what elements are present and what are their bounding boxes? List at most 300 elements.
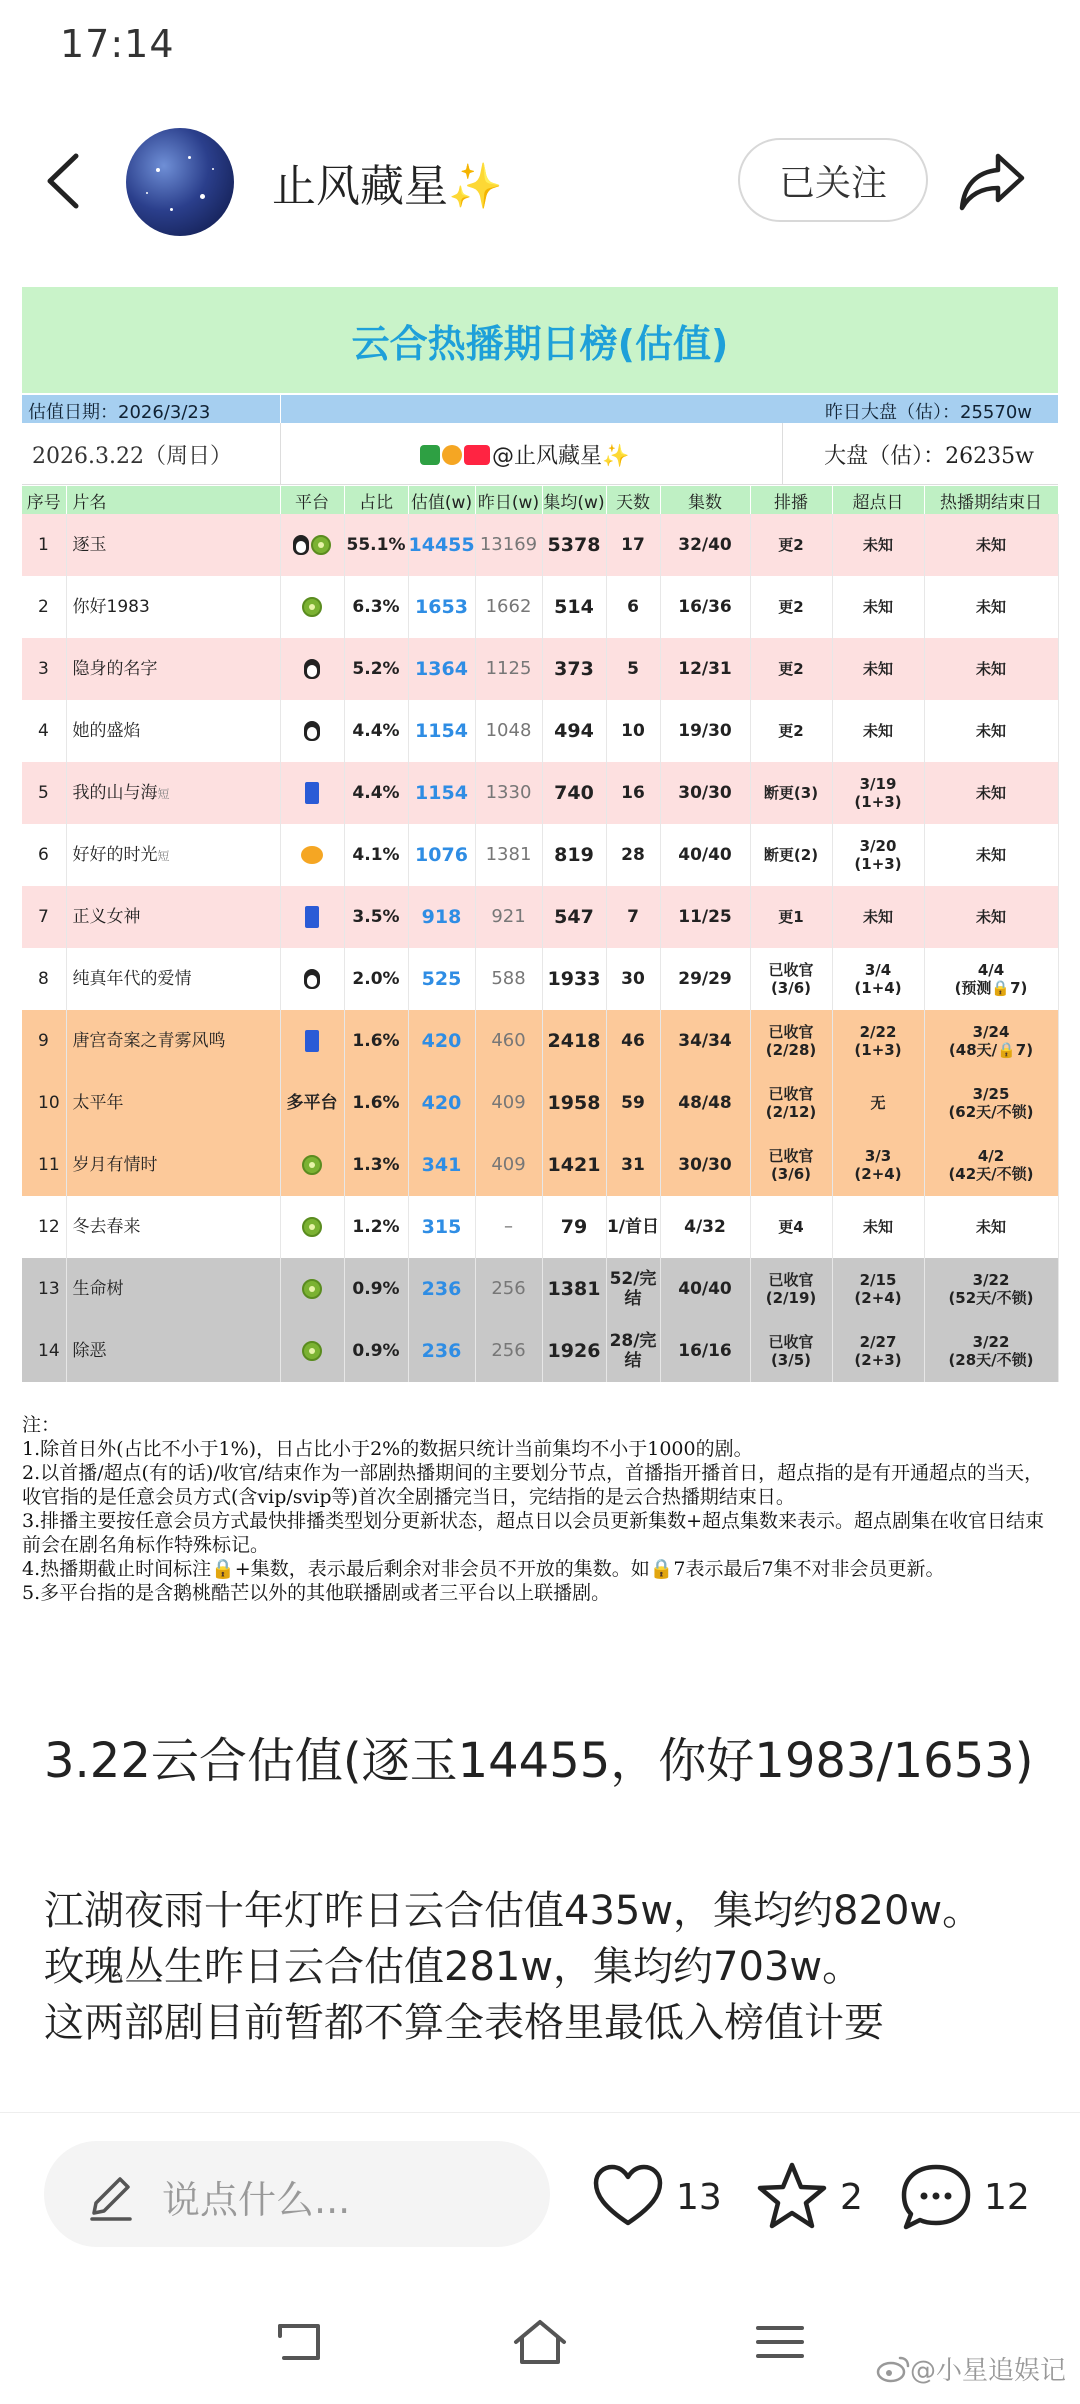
cell-eps: 40/40: [660, 1258, 750, 1320]
cell-sched: [750, 1010, 832, 1072]
cell-sched: [750, 1134, 832, 1196]
cell-peak: 未知: [832, 886, 924, 948]
cell-end: 未知: [924, 700, 1058, 762]
cell-yest: 921: [475, 886, 542, 948]
table-row: [22, 1258, 1058, 1320]
cell-end: 未知: [924, 824, 1058, 886]
weibo-icon: [442, 445, 462, 465]
cell-avg: 1926: [542, 1320, 606, 1382]
cell-sched: 更4: [750, 1196, 832, 1258]
cell-end: 未知: [924, 576, 1058, 638]
end-line: (62天/不锁): [948, 1103, 1034, 1121]
peak-line: (1+3): [854, 793, 902, 811]
like-button[interactable]: [590, 2157, 722, 2237]
kiwi-icon: [302, 1217, 322, 1237]
table-row: [22, 638, 1058, 700]
cell-peak: 未知: [832, 1196, 924, 1258]
table-header-row: [22, 486, 1058, 514]
weibo-logo-icon: [876, 2355, 910, 2383]
show-name: 你好1983: [72, 596, 150, 617]
cell-share: 55.1%: [344, 514, 408, 576]
watermark: [876, 2350, 1066, 2387]
end-line: (52天/不锁): [948, 1289, 1034, 1307]
cell-eps: 30/30: [660, 1134, 750, 1196]
cell-est: 1076: [408, 824, 475, 886]
show-name: 隐身的名字: [72, 658, 158, 679]
cell-name: [66, 700, 280, 762]
table-row: [22, 1134, 1058, 1196]
bar-icon: [305, 1030, 319, 1052]
show-name: 唐宫奇案之青雾风鸣: [72, 1030, 226, 1051]
menu-nav-icon[interactable]: [748, 2314, 812, 2370]
cell-yest: 1662: [475, 576, 542, 638]
cell-eps: 29/29: [660, 948, 750, 1010]
cell-share: 0.9%: [344, 1258, 408, 1320]
column-header: 集均(w): [542, 486, 606, 514]
cell-days: 28/完结: [606, 1320, 660, 1382]
comment-bar: [0, 2112, 1080, 2272]
table-row: [22, 700, 1058, 762]
end-line: 4/4: [977, 961, 1005, 979]
table-row: [22, 514, 1058, 576]
end-line: (48天/🔒7): [948, 1041, 1034, 1059]
heart-icon: [590, 2159, 666, 2235]
cell-rank: 9: [22, 1010, 66, 1072]
peak-line: 2/27: [859, 1333, 897, 1351]
cell-share: 4.1%: [344, 824, 408, 886]
cell-peak: [832, 1320, 924, 1382]
cell-avg: 514: [542, 576, 606, 638]
cell-platform: [280, 576, 344, 638]
cell-avg: 1933: [542, 948, 606, 1010]
status-time: 17:14: [60, 22, 175, 66]
cell-yest: 1330: [475, 762, 542, 824]
cell-eps: 34/34: [660, 1010, 750, 1072]
cell-eps: 32/40: [660, 514, 750, 576]
bar-icon: [305, 782, 319, 804]
cell-days: 16: [606, 762, 660, 824]
cell-yest: 1048: [475, 700, 542, 762]
cell-days: 17: [606, 514, 660, 576]
cell-end: [924, 1010, 1058, 1072]
show-name: 太平年: [72, 1092, 124, 1113]
cell-name: [66, 514, 280, 576]
end-line: 3/24: [972, 1023, 1010, 1041]
cell-rank: 8: [22, 948, 66, 1010]
cell-peak: 未知: [832, 576, 924, 638]
cell-rank: 7: [22, 886, 66, 948]
column-header: 天数: [606, 486, 660, 514]
cell-share: 1.6%: [344, 1010, 408, 1072]
sched-line: 已收官: [768, 961, 814, 979]
kiwi-icon: [302, 597, 322, 617]
cell-eps: 16/16: [660, 1320, 750, 1382]
table-row: [22, 886, 1058, 948]
mango-icon: [301, 846, 323, 864]
cell-platform: [280, 700, 344, 762]
cell-days: 31: [606, 1134, 660, 1196]
sched-line: (3/5): [770, 1351, 812, 1369]
column-header: 序号: [22, 486, 66, 514]
column-header: 平台: [280, 486, 344, 514]
cell-sched: 断更(2): [750, 824, 832, 886]
cell-eps: 11/25: [660, 886, 750, 948]
cell-avg: 819: [542, 824, 606, 886]
cell-name: [66, 948, 280, 1010]
end-line: (预测🔒7): [954, 979, 1028, 997]
kiwi-icon: [302, 1155, 322, 1175]
cell-avg: 79: [542, 1196, 606, 1258]
table-row: [22, 1196, 1058, 1258]
column-header: 热播期结束日: [924, 486, 1058, 514]
sched-line: 已收官: [768, 1023, 814, 1041]
show-name: 纯真年代的爱情: [72, 968, 192, 989]
douban-icon: [420, 445, 440, 465]
watermark-text: @小星追娱记: [909, 2356, 1066, 2386]
table-row: [22, 1320, 1058, 1382]
cell-yest: 1125: [475, 638, 542, 700]
cell-end: 未知: [924, 514, 1058, 576]
cell-yest: –: [475, 1196, 542, 1258]
kiwi-icon: [302, 1279, 322, 1299]
cell-est: 315: [408, 1196, 475, 1258]
note-line: 注：: [22, 1414, 61, 1436]
cell-days: 59: [606, 1072, 660, 1134]
cell-eps: 19/30: [660, 700, 750, 762]
cell-eps: 12/31: [660, 638, 750, 700]
cell-peak: 未知: [832, 638, 924, 700]
cell-end: 未知: [924, 762, 1058, 824]
cell-yest: 409: [475, 1134, 542, 1196]
comment-input[interactable]: [44, 2141, 550, 2247]
cell-sched: [750, 1320, 832, 1382]
sched-line: (3/6): [770, 1165, 812, 1183]
cell-sched: [750, 1258, 832, 1320]
sched-line: (2/19): [765, 1289, 817, 1307]
cell-rank: 13: [22, 1258, 66, 1320]
cell-platform: [280, 514, 344, 576]
share-button[interactable]: [956, 148, 1028, 214]
show-name: 岁月有情时: [72, 1154, 158, 1175]
cell-end: 未知: [924, 1196, 1058, 1258]
cell-est: 1154: [408, 700, 475, 762]
cell-avg: 1958: [542, 1072, 606, 1134]
column-header: 片名: [66, 486, 280, 514]
cell-rank: 12: [22, 1196, 66, 1258]
cell-share: 1.3%: [344, 1134, 408, 1196]
cell-share: 1.2%: [344, 1196, 408, 1258]
cell-peak: [832, 762, 924, 824]
ranking-image[interactable]: [20, 283, 1060, 1638]
cell-days: 10: [606, 700, 660, 762]
cell-avg: 1381: [542, 1258, 606, 1320]
status-bar: [0, 0, 1080, 96]
system-nav-bar: [0, 2290, 1080, 2404]
show-name: 她的盛焰: [72, 720, 141, 741]
like-count: 13: [676, 2176, 722, 2218]
sched-line: 已收官: [768, 1147, 814, 1165]
table-row: [22, 1010, 1058, 1072]
comment-placeholder: 说点什么...: [162, 2178, 351, 2222]
penguin-icon: [304, 969, 320, 989]
cell-end: [924, 1134, 1058, 1196]
peak-line: 3/3: [864, 1147, 892, 1165]
cell-share: 2.0%: [344, 948, 408, 1010]
cell-peak: 未知: [832, 700, 924, 762]
cell-name: [66, 886, 280, 948]
show-name: 逐玉: [72, 534, 107, 555]
short-badge: 短: [157, 786, 170, 801]
cell-share: 6.3%: [344, 576, 408, 638]
cell-peak: 无: [832, 1072, 924, 1134]
cell-sched: 断更(3): [750, 762, 832, 824]
show-name: 冬去春来: [72, 1216, 141, 1237]
end-line: 3/22: [972, 1333, 1010, 1351]
favorite-button[interactable]: [754, 2157, 863, 2237]
cell-yest: 409: [475, 1072, 542, 1134]
cell-peak: [832, 948, 924, 1010]
follow-button[interactable]: 已关注: [738, 138, 928, 222]
comment-button[interactable]: [898, 2157, 1030, 2237]
cell-end: [924, 1258, 1058, 1320]
cell-est: 341: [408, 1134, 475, 1196]
cell-end: 未知: [924, 886, 1058, 948]
end-line: 4/2: [977, 1147, 1005, 1165]
table-info-row: [22, 423, 1058, 485]
cell-yest: 1381: [475, 824, 542, 886]
cell-sched: [750, 948, 832, 1010]
cell-name: [66, 1010, 280, 1072]
cell-sched: 更1: [750, 886, 832, 948]
ranking-table: [22, 486, 1059, 1382]
table-row: [22, 824, 1058, 886]
home-nav-icon[interactable]: [508, 2314, 572, 2370]
cell-yest: 256: [475, 1320, 542, 1382]
cell-name: [66, 824, 280, 886]
author-tag: [420, 439, 629, 470]
show-name: 好好的时光: [72, 844, 158, 865]
column-header: 昨日(w): [475, 486, 542, 514]
post-body-line: 这两部剧目前暂都不算全表格里最低入榜值计要: [44, 2000, 884, 2046]
cell-name: [66, 1258, 280, 1320]
cell-days: 5: [606, 638, 660, 700]
show-name: 我的山与海: [72, 782, 158, 803]
cell-days: 7: [606, 886, 660, 948]
cell-peak: [832, 1010, 924, 1072]
back-button[interactable]: [36, 146, 96, 216]
cell-platform: [280, 638, 344, 700]
cell-share: 3.5%: [344, 886, 408, 948]
cell-est: 918: [408, 886, 475, 948]
cell-avg: 547: [542, 886, 606, 948]
cell-rank: 14: [22, 1320, 66, 1382]
cell-est: 1154: [408, 762, 475, 824]
xhs-icon: [464, 445, 490, 465]
cell-rank: 2: [22, 576, 66, 638]
pencil-icon: [84, 2169, 138, 2223]
cell-est: 1364: [408, 638, 475, 700]
star-icon: [754, 2159, 830, 2235]
sched-line: (3/6): [770, 979, 812, 997]
cell-avg: 5378: [542, 514, 606, 576]
cell-avg: 1421: [542, 1134, 606, 1196]
total-estimate: 大盘（估）：26235w: [824, 444, 1034, 469]
sched-line: 已收官: [768, 1271, 814, 1289]
cell-eps: 4/32: [660, 1196, 750, 1258]
cell-eps: 16/36: [660, 576, 750, 638]
cell-rank: 3: [22, 638, 66, 700]
cell-avg: 373: [542, 638, 606, 700]
table-row: [22, 576, 1058, 638]
cell-sched: 更2: [750, 514, 832, 576]
sched-line: 已收官: [768, 1085, 814, 1103]
table-row: [22, 948, 1058, 1010]
cell-eps: 30/30: [660, 762, 750, 824]
cell-yest: 460: [475, 1010, 542, 1072]
note-line: 5.多平台指的是含鹅桃酷芒以外的其他联播剧或者三平台以上联播剧。: [22, 1582, 611, 1604]
user-name[interactable]: 止风藏星✨: [272, 161, 503, 212]
post-body-line: 玫瑰丛生昨日云合估值281w，集均约703w。: [44, 1944, 863, 1990]
cell-days: 28: [606, 824, 660, 886]
peak-line: 2/22: [859, 1023, 897, 1041]
note-line: 3.排播主要按任意会员方式最快排播类型划分更新状态，超点日以会员更新集数+超点集数来表示。超点剧集在收官日结束前会在剧名角标作特殊标记。: [22, 1510, 1045, 1556]
cell-rank: 10: [22, 1072, 66, 1134]
sched-line: (2/28): [765, 1041, 817, 1059]
cell-days: 52/完结: [606, 1258, 660, 1320]
cell-est: 236: [408, 1258, 475, 1320]
show-name: 除恶: [72, 1340, 107, 1361]
cell-sched: [750, 1072, 832, 1134]
cell-rank: 11: [22, 1134, 66, 1196]
cell-name: [66, 576, 280, 638]
penguin-icon: [293, 535, 309, 555]
post-body-line: 江湖夜雨十年灯昨日云合估值435w，集均约820w。: [44, 1888, 983, 1934]
cell-days: 30: [606, 948, 660, 1010]
cell-rank: 4: [22, 700, 66, 762]
cell-end: [924, 1320, 1058, 1382]
cell-platform: [280, 824, 344, 886]
penguin-icon: [304, 659, 320, 679]
cell-days: 6: [606, 576, 660, 638]
cell-yest: 256: [475, 1258, 542, 1320]
column-header: 超点日: [832, 486, 924, 514]
cell-avg: 494: [542, 700, 606, 762]
cell-share: 4.4%: [344, 700, 408, 762]
bar-icon: [305, 906, 319, 928]
peak-line: (2+4): [854, 1165, 902, 1183]
short-badge: 短: [157, 848, 170, 863]
table-date-bar: [22, 395, 1058, 423]
cell-share: 4.4%: [344, 762, 408, 824]
cell-est: 1653: [408, 576, 475, 638]
cell-end: [924, 948, 1058, 1010]
cell-rank: 5: [22, 762, 66, 824]
column-header: 估值(w): [408, 486, 475, 514]
chat-bubble-icon: [898, 2159, 974, 2235]
cell-name: [66, 1196, 280, 1258]
cell-peak: 未知: [832, 514, 924, 576]
share-icon: [956, 148, 1028, 214]
cell-yest: 588: [475, 948, 542, 1010]
note-line: 1.除首日外(占比不小于1%)，日占比小于2%的数据只统计当前集均不小于1000的剧。: [22, 1438, 753, 1460]
column-header: 占比: [344, 486, 408, 514]
cell-sched: 更2: [750, 576, 832, 638]
sched-line: 已收官: [768, 1333, 814, 1351]
cell-share: 5.2%: [344, 638, 408, 700]
avatar[interactable]: [126, 128, 234, 236]
data-date: 2026.3.22（周日）: [32, 444, 232, 469]
table-row: [22, 1072, 1058, 1134]
peak-line: (1+4): [854, 979, 902, 997]
peak-line: 3/20: [859, 837, 897, 855]
note-line: 2.以首播/超点(有的话)/收官/结束作为一部剧热播期间的主要划分节点，首播指开播首日，超点指的是有开通超点的当天，收官指的是任意会员方式(含vip/svip等)首次全剧播完当日，完结指的是云合热播期结束日。: [22, 1462, 1044, 1508]
estimate-date: 估值日期：2026/3/23: [28, 402, 211, 423]
cell-share: 1.6%: [344, 1072, 408, 1134]
cell-platform: [280, 1134, 344, 1196]
end-line: (42天/不锁): [948, 1165, 1034, 1183]
cell-est: 420: [408, 1010, 475, 1072]
cell-platform: [280, 1320, 344, 1382]
penguin-icon: [304, 721, 320, 741]
peak-line: 3/19: [859, 775, 897, 793]
cell-avg: 2418: [542, 1010, 606, 1072]
peak-line: 3/4: [864, 961, 892, 979]
cell-yest: 13169: [475, 514, 542, 576]
author-tag-text: @止风藏星✨: [492, 444, 630, 469]
back-nav-icon[interactable]: [268, 2314, 332, 2370]
cell-est: 236: [408, 1320, 475, 1382]
show-name: 生命树: [72, 1278, 124, 1299]
cell-eps: 40/40: [660, 824, 750, 886]
cell-platform: [280, 948, 344, 1010]
post-header: [0, 120, 1080, 240]
comment-count: 12: [984, 2176, 1030, 2218]
end-line: (28天/不锁): [948, 1351, 1034, 1369]
cell-avg: 740: [542, 762, 606, 824]
peak-line: (1+3): [854, 1041, 902, 1059]
column-header: 排播: [750, 486, 832, 514]
peak-line: (2+3): [854, 1351, 902, 1369]
cell-est: 420: [408, 1072, 475, 1134]
cell-name: [66, 762, 280, 824]
cell-days: 46: [606, 1010, 660, 1072]
cell-name: [66, 638, 280, 700]
sched-line: (2/12): [765, 1103, 817, 1121]
cell-platform: [280, 762, 344, 824]
cell-sched: 更2: [750, 638, 832, 700]
chevron-left-icon: [36, 146, 96, 216]
post-title: 3.22云合估值(逐玉14455，你好1983/1653): [44, 1733, 1034, 1789]
cell-est: 14455: [408, 514, 475, 576]
cell-est: 525: [408, 948, 475, 1010]
table-title: 云合热播期日榜(估值): [22, 287, 1058, 393]
cell-name: [66, 1134, 280, 1196]
cell-platform: [280, 1010, 344, 1072]
post-body: [44, 1883, 1044, 2103]
note-line: 4.热播期截止时间标注🔒+集数，表示最后剩余对非会员不开放的集数。如🔒7表示最后7集不对非会员更新。: [22, 1558, 945, 1580]
peak-line: 2/15: [859, 1271, 897, 1289]
column-header: 集数: [660, 486, 750, 514]
show-name: 正义女神: [72, 906, 141, 927]
table-notes: [22, 1413, 1058, 1605]
cell-rank: 1: [22, 514, 66, 576]
end-line: 3/22: [972, 1271, 1010, 1289]
table-row: [22, 762, 1058, 824]
cell-rank: 6: [22, 824, 66, 886]
yesterday-total: 昨日大盘（估）：25570w: [825, 402, 1032, 423]
cell-peak: [832, 1134, 924, 1196]
cell-end: [924, 1072, 1058, 1134]
